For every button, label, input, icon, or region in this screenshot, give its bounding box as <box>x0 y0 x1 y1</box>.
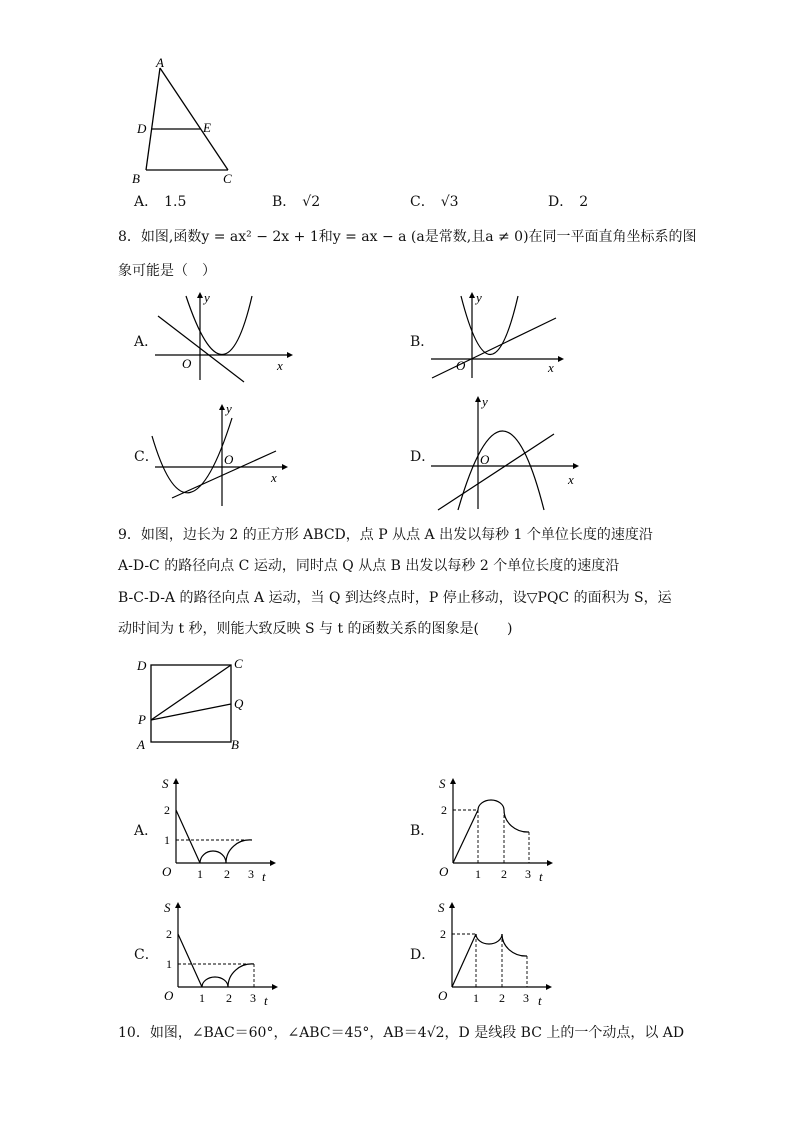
q8-c-o-label: O <box>224 452 234 467</box>
q9-label-p: P <box>138 712 146 727</box>
q9-a-t-label: t <box>262 869 266 884</box>
q9-option-d-graph[interactable] <box>434 896 559 1008</box>
q9-label-d: D <box>137 658 147 673</box>
q9-b-o-label: O <box>439 864 449 879</box>
q9-c-tick-x1: 1 <box>199 991 205 1005</box>
q9-text-line2: A-D-C 的路径向点 C 运动，同时点 Q 从点 B 出发以每秒 2 个单位长度的速度沿 <box>118 558 620 574</box>
q9-c-s-label: S <box>164 900 171 915</box>
q9-d-tick-x2: 2 <box>499 991 505 1005</box>
q9-a-tick-x3: 3 <box>248 867 254 881</box>
q9-option-c-letter[interactable]: C． <box>134 947 159 963</box>
q9-text-line4: 动时间为 t 秒，则能大致反映 S 与 t 的函数关系的图象是( ) <box>118 621 513 637</box>
q8-option-a-letter[interactable]: A． <box>134 334 159 350</box>
q8-option-d-graph[interactable] <box>426 392 581 512</box>
q7-label-b: B <box>132 171 140 186</box>
q9-d-o-label: O <box>438 988 448 1003</box>
q8-text-line2: 象可能是（ ） <box>118 263 216 279</box>
q9-label-c: C <box>234 656 243 671</box>
q9-a-o-label: O <box>162 864 172 879</box>
q9-a-tick-y1: 1 <box>164 833 170 847</box>
q8-option-b-letter[interactable]: B． <box>410 334 435 350</box>
q9-c-tick-y1: 1 <box>166 957 172 971</box>
q7-option-a[interactable]: A． 1.5 <box>134 194 187 210</box>
q8-b-y-label: y <box>476 290 482 305</box>
q9-option-d-letter[interactable]: D． <box>410 947 436 963</box>
q7-option-b[interactable]: B． √2 <box>272 194 321 210</box>
q7-triangle-figure <box>128 56 248 188</box>
q7-option-c[interactable]: C． √3 <box>410 194 459 210</box>
q9-text-line1: 9．如图，边长为 2 的正方形 ABCD，点 P 从点 A 出发以每秒 1 个单位长度的速度沿 <box>118 527 653 543</box>
q9-b-s-label: S <box>439 776 446 791</box>
q8-d-o-label: O <box>480 452 490 467</box>
q8-b-o-label: O <box>456 358 466 373</box>
q8-option-a-graph[interactable] <box>150 288 295 383</box>
q9-option-c-graph[interactable] <box>160 896 285 1008</box>
q9-label-a: A <box>137 737 145 752</box>
q8-d-y-label: y <box>482 394 488 409</box>
q9-text-line3: B-C-D-A 的路径向点 A 运动，当 Q 到达终点时，P 停止移动，设▽PQC 的面积为 S，运 <box>118 590 672 606</box>
q8-c-x-label: x <box>271 470 277 485</box>
q8-a-x-label: x <box>277 358 283 373</box>
q7-label-a: A <box>156 56 164 70</box>
q8-option-c-graph[interactable] <box>150 398 290 510</box>
q9-c-o-label: O <box>164 988 174 1003</box>
q9-option-a-letter[interactable]: A． <box>134 823 159 839</box>
q9-b-tick-x3: 3 <box>525 867 531 881</box>
q9-d-s-label: S <box>438 900 445 915</box>
q8-option-c-letter[interactable]: C． <box>134 449 159 465</box>
q9-b-tick-x2: 2 <box>501 867 507 881</box>
q9-a-tick-x2: 2 <box>224 867 230 881</box>
q9-square-figure <box>134 652 254 754</box>
q9-a-s-label: S <box>162 776 169 791</box>
q9-d-tick-x3: 3 <box>523 991 529 1005</box>
q9-label-b: B <box>231 737 239 752</box>
q9-b-t-label: t <box>539 869 543 884</box>
q9-c-tick-x2: 2 <box>226 991 232 1005</box>
q9-option-b-graph[interactable] <box>435 772 560 884</box>
q8-c-y-label: y <box>226 401 232 416</box>
q7-label-c: C <box>223 171 232 186</box>
q9-a-tick-y2: 2 <box>164 803 170 817</box>
q8-text-line1: 8．如图,函数y = ax² − 2x + 1和y = ax − a (a是常数,且a ≠ 0)在同一平面直角坐标系的图 <box>118 229 697 245</box>
q7-label-d: D <box>137 121 147 136</box>
q9-b-tick-y2: 2 <box>441 803 447 817</box>
q9-label-q: Q <box>234 696 244 711</box>
q7-option-d[interactable]: D． 2 <box>548 194 589 210</box>
q10-text-line1: 10．如图，∠BAC＝60°，∠ABC＝45°，AB＝4√2，D 是线段 BC 上的一个动点，以 AD <box>118 1025 685 1041</box>
q9-option-a-graph[interactable] <box>158 772 283 884</box>
q9-b-tick-x1: 1 <box>475 867 481 881</box>
q9-a-tick-x1: 1 <box>197 867 203 881</box>
q8-option-d-letter[interactable]: D． <box>410 449 436 465</box>
q9-d-t-label: t <box>538 993 542 1008</box>
q9-d-tick-x1: 1 <box>473 991 479 1005</box>
q8-b-x-label: x <box>548 360 554 375</box>
q8-d-x-label: x <box>568 472 574 487</box>
q9-option-b-letter[interactable]: B． <box>410 823 435 839</box>
q9-c-t-label: t <box>264 993 268 1008</box>
q9-d-tick-y2: 2 <box>440 927 446 941</box>
q8-option-b-graph[interactable] <box>426 288 566 383</box>
q8-a-o-label: O <box>182 356 192 371</box>
q7-label-e: E <box>203 120 211 135</box>
q8-a-y-label: y <box>204 290 210 305</box>
q9-c-tick-x3: 3 <box>250 991 256 1005</box>
q9-c-tick-y2: 2 <box>166 927 172 941</box>
